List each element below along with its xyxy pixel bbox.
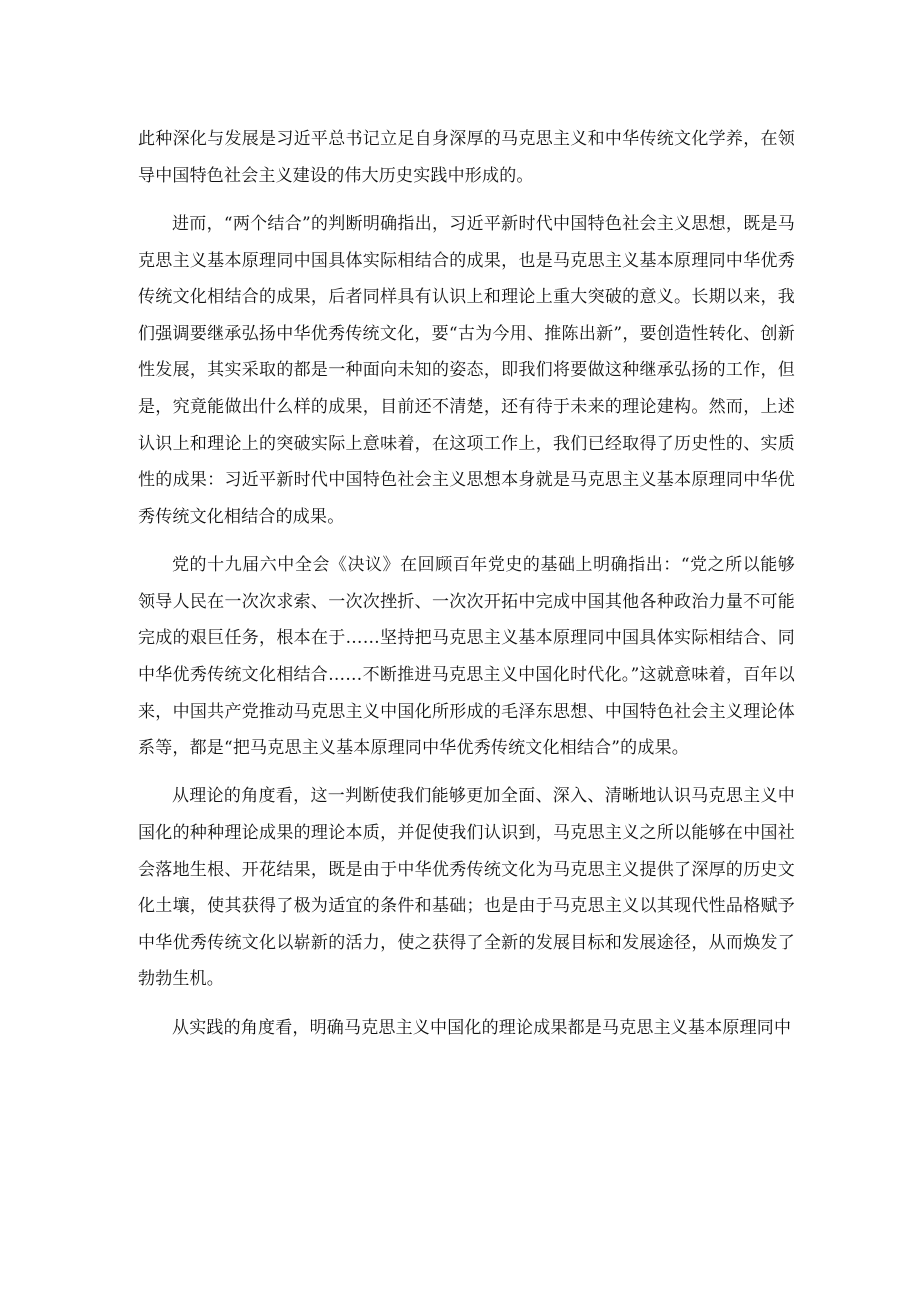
paragraph-2: 进而，“两个结合”的判断明确指出，习近平新时代中国特色社会主义思想，既是马克思主义基本原理同中国具体实际相结合的成果，也是马克思主义基本原理同中华优秀传统文化相结合的成果，后者同样具有认识上和理论上重大突破的意义。长期以来，我们强调要继承弘扬中华优秀传统文化，要“古为今用、推陈出新”，要创造性转化、创新性发展，其实采取的都是一种面向未知的姿态，即我们将要做这种继承弘扬的工作，但是，究竟能做出什么样的成果，目前还不清楚，还有待于未来的理论建构。然而，上述认识上和理论上的突破实际上意味着，在这项工作上，我们已经取得了历史性的、实质性的成果：习近平新时代中国特色社会主义思想本身就是马克思主义基本原理同中华优秀传统文化相结合的成果。 — [138, 213, 795, 527]
paragraph-4: 从理论的角度看，这一判断使我们能够更加全面、深入、清晰地认识马克思主义中国化的种种理论成果的理论本质，并促使我们认识到，马克思主义之所以能够在中国社会落地生根、开花结果，既是由于中华优秀传统文化为马克思主义提供了深厚的历史文化土壤，使其获得了极为适宜的条件和基础；也是由于马克思主义以其现代性品格赋予中华优秀传统文化以崭新的活力，使之获得了全新的发展目标和发展途径，从而焕发了勃勃生机。 — [138, 786, 795, 990]
paragraph-1: 此种深化与发展是习近平总书记立足自身深厚的马克思主义和中华传统文化学养，在领导中国特色社会主义建设的伟大历史实践中形成的。 — [138, 129, 795, 186]
paragraph-3: 党的十九届六中全会《决议》在回顾百年党史的基础上明确指出：“党之所以能够领导人民在一次次求索、一次次挫折、一次次开拓中完成中国其他各种政治力量不可能完成的艰巨任务，根本在于……坚持把马克思主义基本原理同中国具体实际相结合、同中华优秀传统文化相结合……不断推进马克思主义中国化时代化。”这就意味着，百年以来，中国共产党推动马克思主义中国化所形成的毛泽东思想、中国特色社会主义理论体系等，都是“把马克思主义基本原理同中华优秀传统文化相结合”的成果。 — [138, 555, 795, 759]
paragraph-5: 从实践的角度看，明确马克思主义中国化的理论成果都是马克思主义基本原理同中 — [172, 1017, 792, 1038]
document-body — [138, 121, 795, 1058]
